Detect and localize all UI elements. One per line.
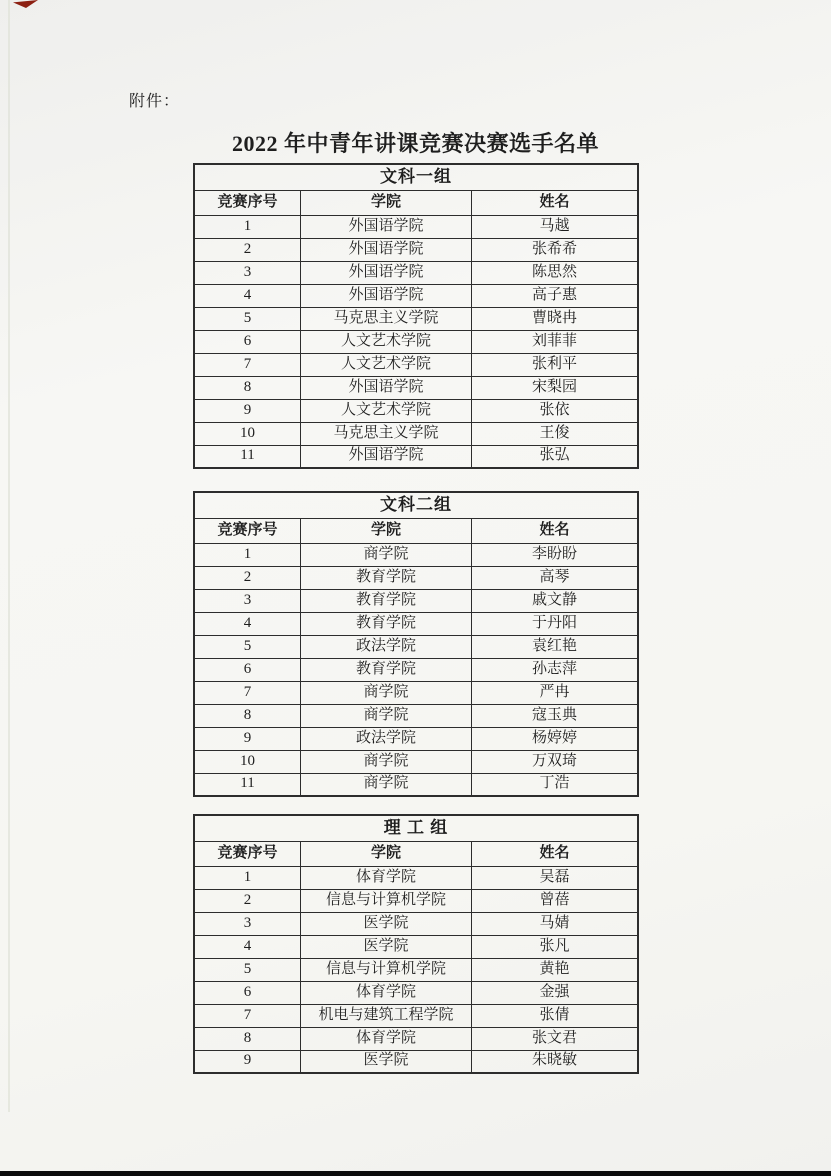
column-header-name: 姓名 <box>471 518 638 543</box>
table-row <box>194 912 638 935</box>
column-header-row <box>194 190 638 215</box>
cell-college: 政法学院 <box>301 635 472 658</box>
cell-college: 医学院 <box>301 912 472 935</box>
cell-seq: 4 <box>194 612 301 635</box>
scan-bottom-strip <box>0 1171 831 1176</box>
cell-name: 张利平 <box>471 353 638 376</box>
cell-college: 教育学院 <box>301 589 472 612</box>
cell-college: 教育学院 <box>301 658 472 681</box>
cell-college: 商学院 <box>301 543 472 566</box>
tables-container <box>193 163 639 1074</box>
cell-name: 寇玉典 <box>471 704 638 727</box>
cell-college: 外国语学院 <box>301 238 472 261</box>
cell-name: 金强 <box>471 981 638 1004</box>
cell-seq: 1 <box>194 866 301 889</box>
cell-seq: 7 <box>194 1004 301 1027</box>
cell-college: 政法学院 <box>301 727 472 750</box>
cell-college: 外国语学院 <box>301 376 472 399</box>
cell-seq: 6 <box>194 981 301 1004</box>
column-header-seq: 竞赛序号 <box>194 518 301 543</box>
cell-seq: 3 <box>194 912 301 935</box>
cell-seq: 3 <box>194 589 301 612</box>
column-header-row <box>194 518 638 543</box>
cell-college: 商学院 <box>301 704 472 727</box>
cell-seq: 7 <box>194 353 301 376</box>
cell-seq: 9 <box>194 727 301 750</box>
cell-seq: 4 <box>194 935 301 958</box>
cell-name: 曾蓓 <box>471 889 638 912</box>
cell-name: 李盼盼 <box>471 543 638 566</box>
column-header-college: 学院 <box>301 518 472 543</box>
table-row <box>194 704 638 727</box>
cell-name: 孙志萍 <box>471 658 638 681</box>
cell-seq: 3 <box>194 261 301 284</box>
cell-seq: 9 <box>194 399 301 422</box>
cell-seq: 6 <box>194 658 301 681</box>
cell-college: 体育学院 <box>301 1027 472 1050</box>
cell-name: 严冉 <box>471 681 638 704</box>
cell-college: 体育学院 <box>301 866 472 889</box>
cell-college: 商学院 <box>301 681 472 704</box>
cell-seq: 1 <box>194 543 301 566</box>
cell-seq: 5 <box>194 307 301 330</box>
cell-name: 袁红艳 <box>471 635 638 658</box>
group-header-row <box>194 164 638 190</box>
table-row <box>194 889 638 912</box>
cell-name: 吴磊 <box>471 866 638 889</box>
cell-seq: 10 <box>194 750 301 773</box>
cell-name: 张依 <box>471 399 638 422</box>
table-row <box>194 681 638 704</box>
red-corner-mark <box>13 0 38 8</box>
table-row <box>194 750 638 773</box>
cell-seq: 6 <box>194 330 301 353</box>
cell-name: 万双琦 <box>471 750 638 773</box>
cell-name: 宋梨园 <box>471 376 638 399</box>
cell-seq: 2 <box>194 889 301 912</box>
table-row <box>194 589 638 612</box>
table-row <box>194 445 638 468</box>
cell-name: 黄艳 <box>471 958 638 981</box>
table-row <box>194 727 638 750</box>
cell-college: 教育学院 <box>301 612 472 635</box>
cell-college: 外国语学院 <box>301 261 472 284</box>
cell-seq: 2 <box>194 238 301 261</box>
table-row <box>194 543 638 566</box>
cell-name: 张弘 <box>471 445 638 468</box>
table-row <box>194 1004 638 1027</box>
column-header-name: 姓名 <box>471 841 638 866</box>
cell-seq: 7 <box>194 681 301 704</box>
cell-name: 王俊 <box>471 422 638 445</box>
cell-college: 外国语学院 <box>301 284 472 307</box>
cell-seq: 11 <box>194 445 301 468</box>
roster-table-3 <box>193 814 639 1074</box>
table-row <box>194 981 638 1004</box>
table-row <box>194 635 638 658</box>
cell-seq: 2 <box>194 566 301 589</box>
cell-college: 马克思主义学院 <box>301 422 472 445</box>
cell-college: 医学院 <box>301 935 472 958</box>
roster-table-2 <box>193 491 639 797</box>
table-row <box>194 215 638 238</box>
table-row <box>194 376 638 399</box>
table-row <box>194 658 638 681</box>
cell-seq: 8 <box>194 1027 301 1050</box>
cell-seq: 4 <box>194 284 301 307</box>
cell-college: 人文艺术学院 <box>301 330 472 353</box>
cell-name: 张倩 <box>471 1004 638 1027</box>
column-header-college: 学院 <box>301 841 472 866</box>
cell-college: 信息与计算机学院 <box>301 958 472 981</box>
table-row <box>194 958 638 981</box>
cell-college: 人文艺术学院 <box>301 353 472 376</box>
table-row <box>194 866 638 889</box>
group-header-row <box>194 815 638 841</box>
cell-name: 杨婷婷 <box>471 727 638 750</box>
table-row <box>194 422 638 445</box>
table-row <box>194 399 638 422</box>
cell-seq: 9 <box>194 1050 301 1073</box>
group-title: 文科一组 <box>194 164 638 190</box>
column-header-row <box>194 841 638 866</box>
cell-college: 马克思主义学院 <box>301 307 472 330</box>
table-row <box>194 238 638 261</box>
roster-table-1 <box>193 163 639 469</box>
cell-seq: 8 <box>194 704 301 727</box>
cell-college: 教育学院 <box>301 566 472 589</box>
cell-name: 戚文静 <box>471 589 638 612</box>
cell-name: 陈思然 <box>471 261 638 284</box>
page-title: 2022 年中青年讲课竞赛决赛选手名单 <box>231 131 599 156</box>
cell-seq: 11 <box>194 773 301 796</box>
cell-name: 张希希 <box>471 238 638 261</box>
cell-seq: 10 <box>194 422 301 445</box>
cell-seq: 1 <box>194 215 301 238</box>
cell-college: 商学院 <box>301 773 472 796</box>
column-header-seq: 竞赛序号 <box>194 841 301 866</box>
table-row <box>194 307 638 330</box>
cell-name: 曹晓冉 <box>471 307 638 330</box>
column-header-seq: 竞赛序号 <box>194 190 301 215</box>
cell-college: 体育学院 <box>301 981 472 1004</box>
group-title: 理 工 组 <box>194 815 638 841</box>
cell-name: 张文君 <box>471 1027 638 1050</box>
group-header-row <box>194 492 638 518</box>
table-row <box>194 353 638 376</box>
group-title: 文科二组 <box>194 492 638 518</box>
cell-name: 刘菲菲 <box>471 330 638 353</box>
cell-name: 马越 <box>471 215 638 238</box>
cell-name: 于丹阳 <box>471 612 638 635</box>
cell-college: 外国语学院 <box>301 445 472 468</box>
cell-name: 朱晓敏 <box>471 1050 638 1073</box>
cell-college: 机电与建筑工程学院 <box>301 1004 472 1027</box>
table-row <box>194 773 638 796</box>
table-row <box>194 1027 638 1050</box>
cell-name: 张凡 <box>471 935 638 958</box>
cell-college: 信息与计算机学院 <box>301 889 472 912</box>
cell-college: 商学院 <box>301 750 472 773</box>
table-row <box>194 1050 638 1073</box>
table-row <box>194 261 638 284</box>
table-row <box>194 612 638 635</box>
table-row <box>194 284 638 307</box>
table-row <box>194 566 638 589</box>
cell-name: 高琴 <box>471 566 638 589</box>
table-row <box>194 935 638 958</box>
cell-seq: 5 <box>194 635 301 658</box>
cell-college: 人文艺术学院 <box>301 399 472 422</box>
cell-seq: 5 <box>194 958 301 981</box>
column-header-college: 学院 <box>301 190 472 215</box>
cell-name: 马婧 <box>471 912 638 935</box>
cell-name: 高子惠 <box>471 284 638 307</box>
cell-seq: 8 <box>194 376 301 399</box>
column-header-name: 姓名 <box>471 190 638 215</box>
cell-college: 医学院 <box>301 1050 472 1073</box>
cell-college: 外国语学院 <box>301 215 472 238</box>
scan-left-edge-line <box>8 0 10 1112</box>
attachment-label: 附件： <box>129 93 181 110</box>
table-row <box>194 330 638 353</box>
cell-name: 丁浩 <box>471 773 638 796</box>
